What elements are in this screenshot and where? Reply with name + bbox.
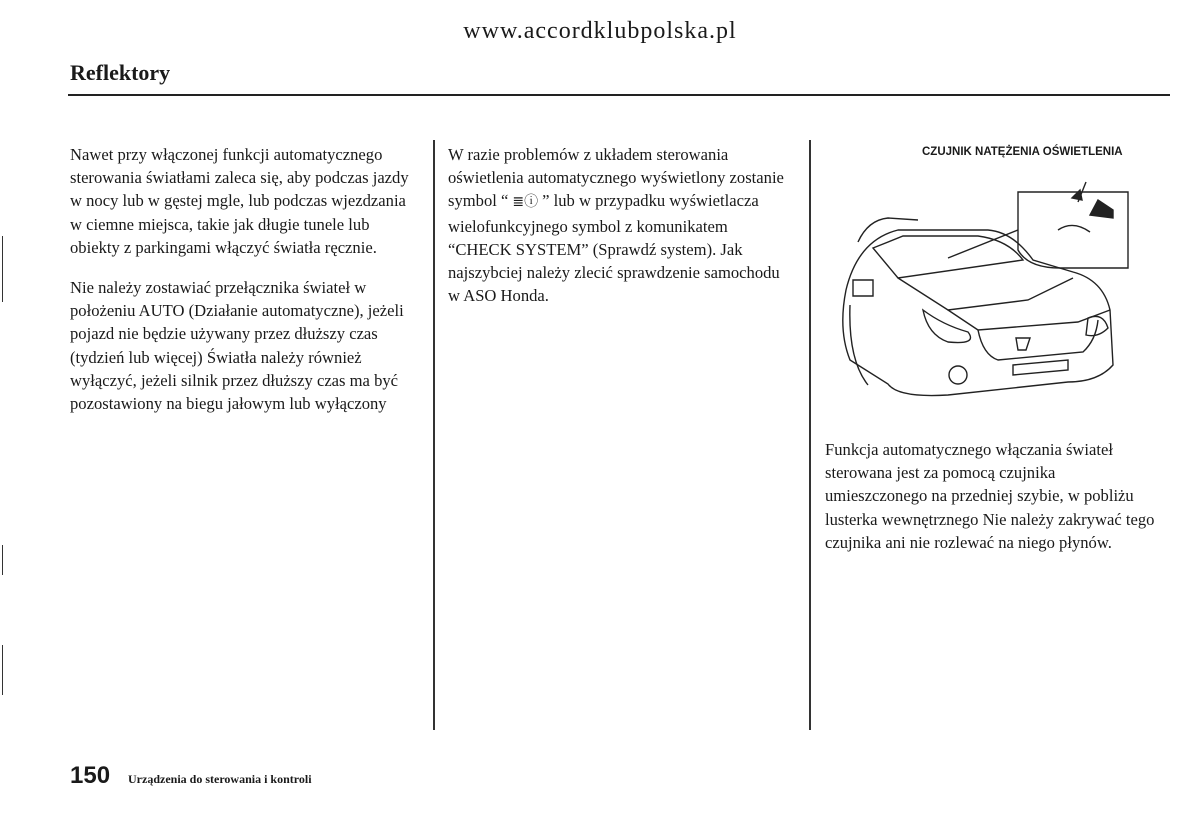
car-body xyxy=(843,230,1113,396)
sensor-shape xyxy=(1090,200,1113,218)
header-divider xyxy=(68,94,1170,96)
section-title: Reflektory xyxy=(70,60,171,85)
text-after-symbol: ” lub w przypadku wyświetlacza wielofunkcyjnego symbol z komunikatem “CHECK SYSTEM” (Sprawdź system). Jak najszybciej należy zlecić sprawdzenie samochodu w ASO Honda. xyxy=(448,191,780,306)
column-right xyxy=(825,438,1160,571)
chapter-title: Urządzenia do sterowania i kontroli xyxy=(128,772,312,786)
text-before-symbol: W razie problemów z układem sterowania oświetlenia automatycznego wyświetlony zostanie symbol “ xyxy=(448,145,784,211)
site-url: www.accordklubpolska.pl xyxy=(463,18,737,44)
headlight-left xyxy=(923,310,971,343)
side-mirror xyxy=(853,280,873,296)
scan-mark xyxy=(2,645,3,695)
headlight-warning-icon: ≣ⓘ xyxy=(512,194,539,211)
page-number: 150 xyxy=(70,762,111,789)
column-divider-2 xyxy=(809,140,811,730)
column-middle xyxy=(448,143,793,324)
paragraph-night-driving: Nawet przy włączonej funkcji automatycznego sterowania światłami zaleca się, aby podczas jazdy w nocy lub w gęstej mgle, lub podczas wjezdzania w ciemne miejsca, takie jak długie tunele lub obiekty z parkingami włączyć światła ręcznie. xyxy=(70,145,409,257)
car-sensor-illustration xyxy=(828,160,1168,430)
sensor-inset-frame xyxy=(1018,192,1128,268)
honda-logo xyxy=(1016,338,1030,350)
foglight-left xyxy=(949,366,967,384)
paragraph-system-problem xyxy=(448,143,793,307)
scan-mark xyxy=(2,236,3,302)
hood-line xyxy=(898,278,1073,310)
paragraph-auto-position: Nie należy zostawiać przełącznika świateł w położeniu AUTO (Działanie automatyczne), jeżeli pojazd nie będzie używany przez dłuższy czas (tydzień lub więcej) Światła należy również wyłączyć, jeżeli silnik przez dłuższy czas ma być pozostawiony na biegu jałowym lub wyłączony xyxy=(70,278,404,414)
paragraph-sensor-description: Funkcja automatycznego włączania świateł sterowana jest za pomocą czujnika umieszczonego na przedniej szybie, w pobliżu lusterka wewnętrznego Nie należy zakrywać tego czujnika ani nie rozlewać na niego płynów. xyxy=(825,440,1155,552)
grille xyxy=(978,320,1098,360)
illustration-caption: CZUJNIK NATĘŻENIA OŚWIETLENIA xyxy=(922,146,1123,158)
license-plate xyxy=(1013,360,1068,375)
scan-mark xyxy=(2,545,3,575)
inset-windshield-edge xyxy=(1058,225,1090,232)
column-divider-1 xyxy=(433,140,435,730)
grille-top xyxy=(948,310,1110,330)
column-left xyxy=(70,143,420,432)
windshield xyxy=(873,236,1023,278)
inset-leader-line xyxy=(948,230,1018,258)
front-wheel-arch xyxy=(850,305,868,385)
